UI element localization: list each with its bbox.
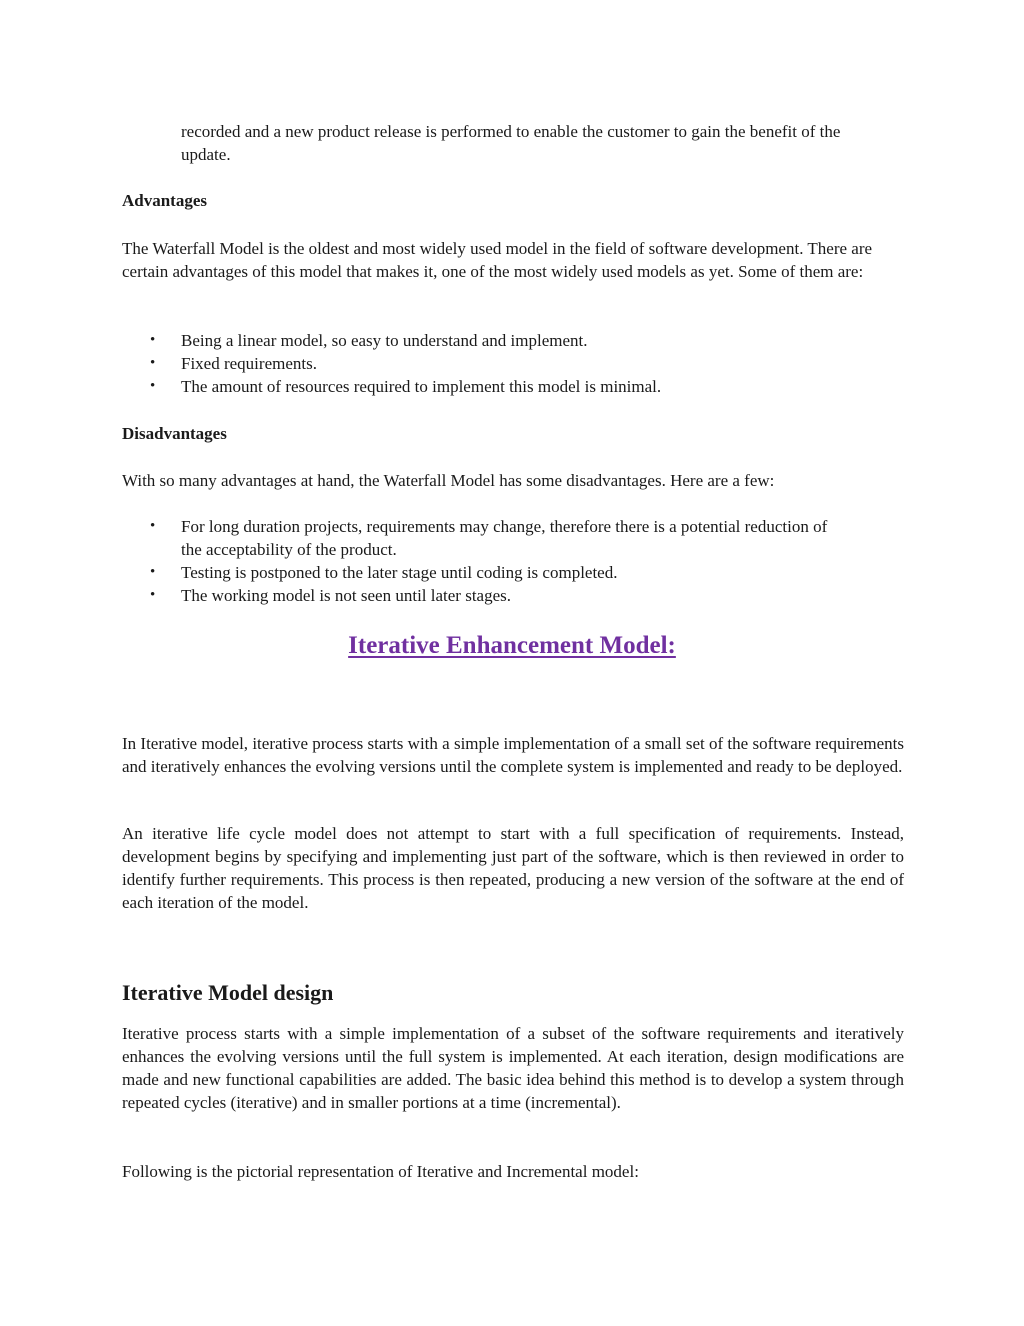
design-heading: Iterative Model design — [122, 980, 334, 1005]
bullet-icon: • — [150, 332, 156, 348]
iterative-paragraph-1: In Iterative model, iterative process starts with a simple implementation of a small set of the software requirements and iteratively enhances the evolving versions until the complete system is implemented and ready to be deployed. — [122, 734, 904, 776]
bullet-icon: • — [150, 355, 156, 371]
iterative-paragraph-2: An iterative life cycle model does not attempt to start with a full specification of requirements. Instead, development begins by specifying and implementing just part of the software, which is then reviewed in order to identify further requirements. This process is then repeated, producing a new version of the software at the end of each iteration of the model. — [122, 824, 904, 912]
list-item — [122, 375, 842, 398]
bullet-icon: • — [150, 564, 156, 580]
bullet-icon: • — [150, 378, 156, 394]
bullet-icon: • — [150, 587, 156, 603]
list-item-text: Testing is postponed to the later stage until coding is completed. — [181, 563, 618, 582]
list-item — [122, 352, 842, 375]
continuation-paragraph: recorded and a new product release is performed to enable the customer to gain the benefit of the update. — [181, 122, 841, 164]
list-item — [122, 584, 842, 607]
advantages-list — [122, 329, 842, 398]
disadvantages-heading: Disadvantages — [122, 424, 227, 443]
list-item-text: The amount of resources required to implement this model is minimal. — [181, 377, 662, 396]
list-item — [122, 515, 842, 561]
list-item — [122, 329, 842, 352]
advantages-heading: Advantages — [122, 191, 208, 210]
design-following-text: Following is the pictorial representation of Iterative and Incremental model: — [122, 1162, 639, 1181]
list-item-text: Being a linear model, so easy to understand and implement. — [181, 331, 588, 350]
iterative-model-title: Iterative Enhancement Model: — [348, 632, 676, 659]
list-item-text: Fixed requirements. — [181, 354, 317, 373]
design-paragraph: Iterative process starts with a simple implementation of a subset of the software requirements and iteratively enhances the evolving versions until the full system is implemented. At each iteration, design modifications are made and new functional capabilities are added. The basic idea behind this method is to develop a system through repeated cycles (iterative) and in smaller portions at a time (incremental). — [122, 1024, 904, 1112]
disadvantages-list — [122, 515, 842, 607]
list-item-text: For long duration projects, requirements may change, therefore there is a potential reduction of the acceptability of the product. — [181, 517, 828, 559]
list-item — [122, 561, 842, 584]
advantages-intro: The Waterfall Model is the oldest and most widely used model in the field of software development. There are certain advantages of this model that makes it, one of the most widely used models as yet. Some of them are: — [122, 239, 873, 281]
bullet-icon: • — [150, 518, 156, 534]
list-item-text: The working model is not seen until later stages. — [181, 586, 512, 605]
disadvantages-intro: With so many advantages at hand, the Waterfall Model has some disadvantages. Here are a few: — [122, 471, 775, 490]
